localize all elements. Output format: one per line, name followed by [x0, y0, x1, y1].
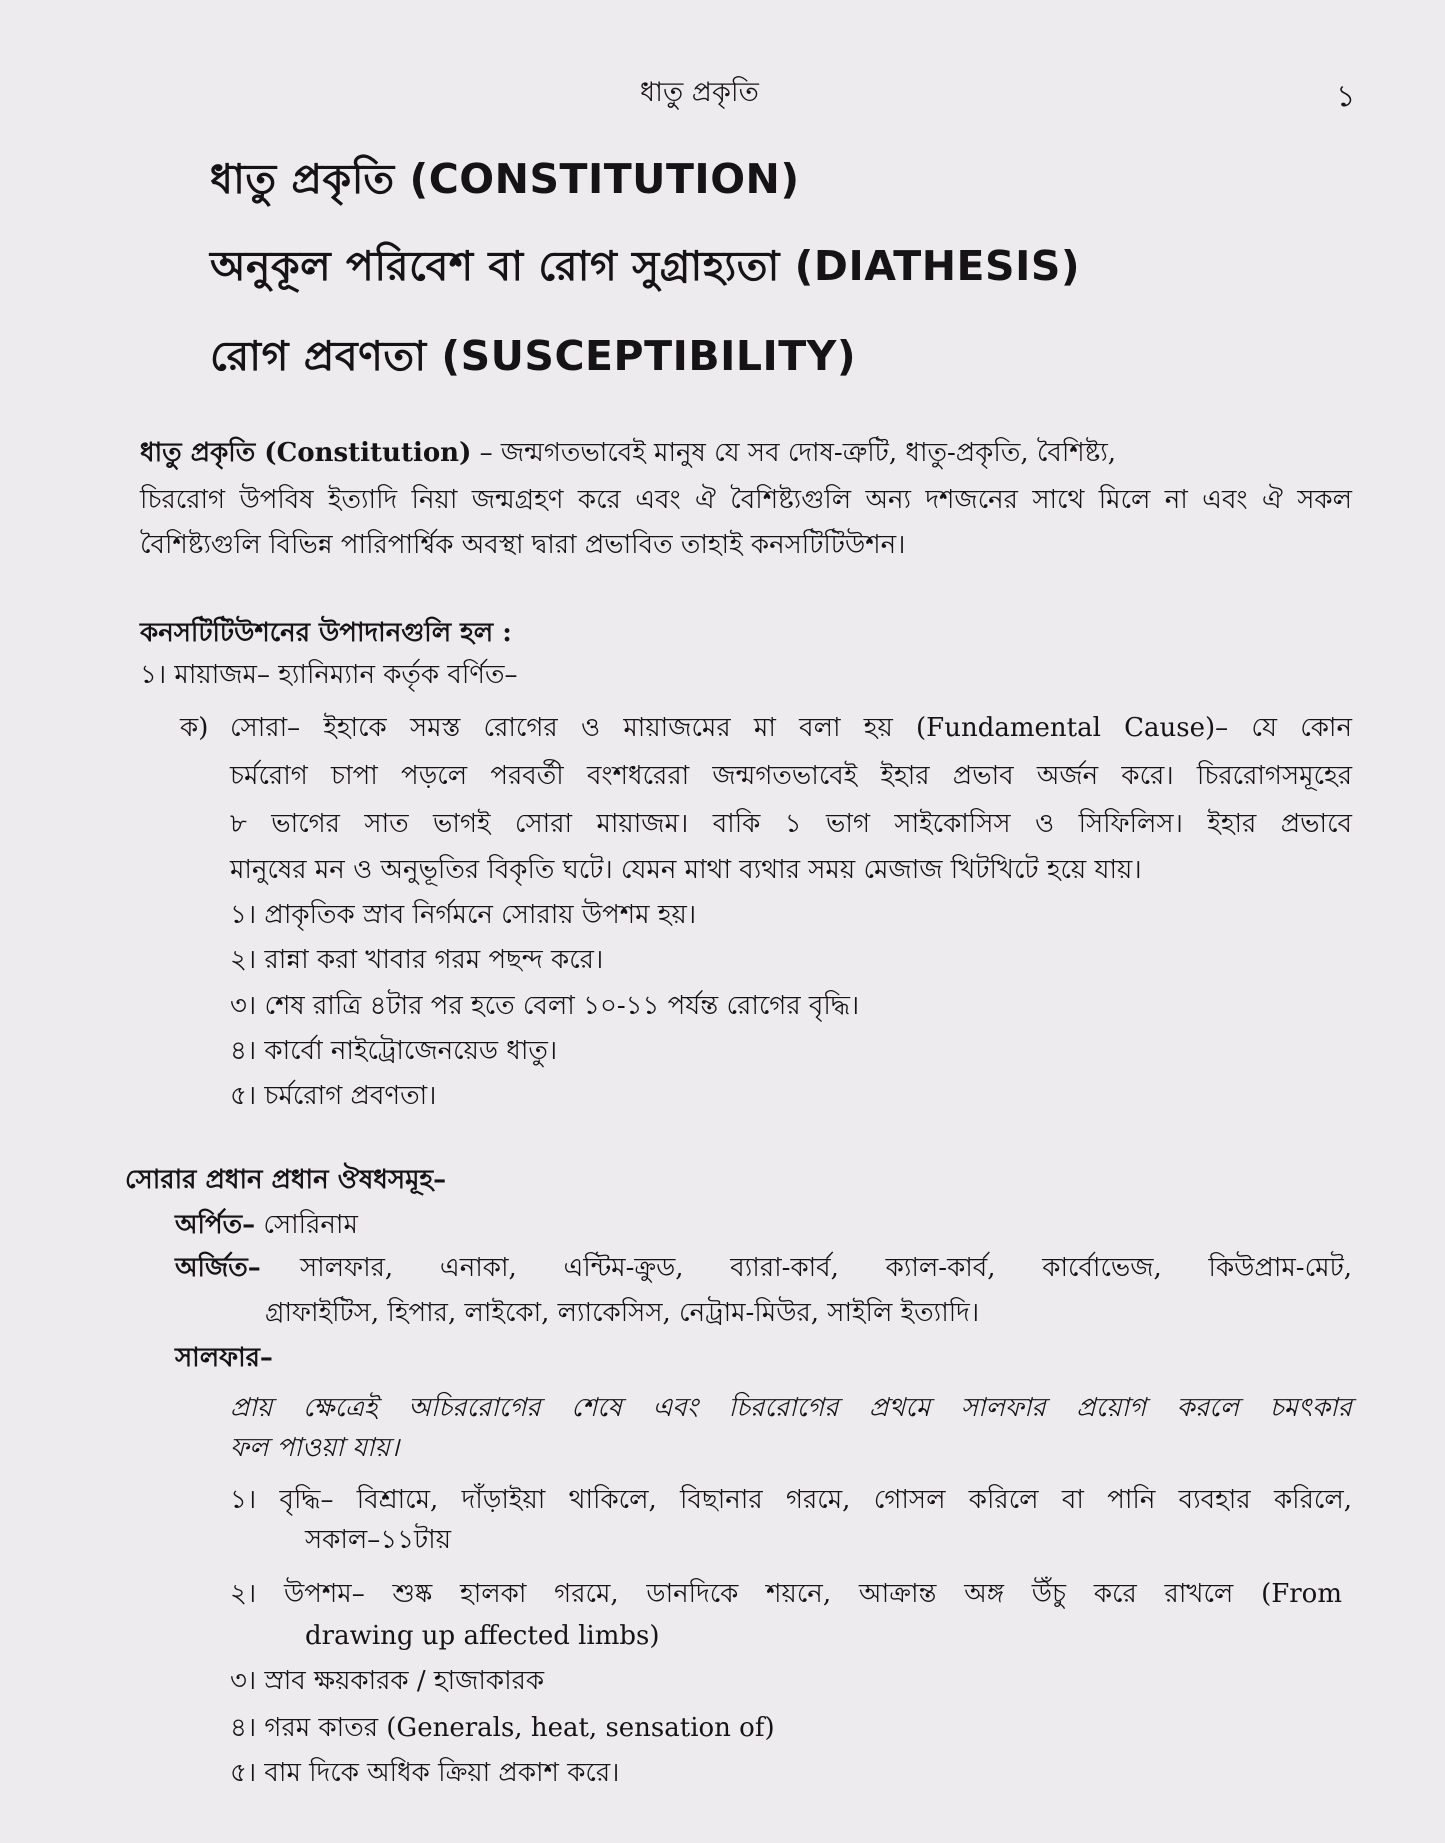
sulphur-note-line-1: প্রায় ক্ষেত্রেই অচিররোগের শেষে এবং চিররোগের প্রথমে সালফার প্রয়োগ করলে চমৎকার: [230, 1393, 1352, 1423]
sulphur-point-4: ৪। গরম কাতর (Generals, heat, sensation of): [230, 1713, 775, 1743]
sulphur-title: সালফার–: [175, 1343, 273, 1373]
intro-line-1-text: – জন্মগতভাবেই মানুষ যে সব দোষ-ত্রুটি, ধাতু-প্রকৃতি, বৈশিষ্ট্য,: [479, 438, 1117, 468]
psora-point-2: ২। রান্না করা খাবার গরম পছন্দ করে।: [230, 945, 604, 975]
psora-line-1: সোরা– ইহাকে সমস্ত রোগের ও মায়াজমের মা বলা হয় (Fundamental Cause)– যে কোন: [230, 713, 1352, 743]
sulphur-point-2-line-1: ২। উপশম– শুষ্ক হালকা গরমে, ডানদিকে শয়নে, আক্রান্ত অঙ্গ উঁচু করে রাখলে (From: [230, 1579, 1342, 1609]
components-item-1: ১। মায়াজম– হ্যানিম্যান কর্তৃক বর্ণিত–: [140, 660, 518, 690]
intro-line-1: [140, 435, 1116, 471]
components-title: কনসটিটিউশনের উপাদানগুলি হল :: [140, 618, 512, 648]
sulphur-point-2-line-2: drawing up affected limbs): [305, 1621, 660, 1651]
intro-line-3: বৈশিষ্ট্যগুলি বিভিন্ন পারিপার্শ্বিক অবস্থা দ্বারা প্রভাবিত তাহাই কনসটিটিউশন।: [140, 530, 906, 560]
acquired-label: অর্জিত–: [175, 1253, 261, 1283]
acquired-line-1: সালফার, এনাকা, এন্টিম-ক্রুড, ব্যারা-কার্ব, ক্যাল-কার্ব, কার্বোভেজ, কিউপ্রাম-মেট,: [300, 1253, 1352, 1283]
psora-line-2: চর্মরোগ চাপা পড়লে পরবর্তী বংশধরেরা জন্মগতভাবেই ইহার প্রভাব অর্জন করে। চিররোগসমূহের: [230, 761, 1352, 791]
inherited-value: সোরিনাম: [263, 1210, 358, 1240]
inherited-label: অর্পিত–: [175, 1210, 256, 1240]
psora-line-3: ৮ ভাগের সাত ভাগই সোরা মায়াজম। বাকি ১ ভাগ সাইকোসিস ও সিফিলিস। ইহার প্রভাবে: [230, 809, 1352, 839]
sulphur-point-5: ৫। বাম দিকে অধিক ক্রিয়া প্রকাশ করে।: [230, 1758, 620, 1788]
medicines-title: সোরার প্রধান প্রধান ঔষধসমূহ–: [125, 1165, 447, 1195]
psora-marker: ক): [180, 713, 209, 743]
page-number: ১: [1336, 79, 1356, 114]
intro-line-2: চিররোগ উপবিষ ইত্যাদি নিয়া জন্মগ্রহণ করে এবং ঐ বৈশিষ্ট্যগুলি অন্য দশজনের সাথে মিলে না এবং ঐ সকল: [140, 485, 1352, 515]
running-head: ধাতু প্রকৃতি: [640, 77, 759, 108]
heading-constitution: ধাতু প্রকৃতি (CONSTITUTION): [210, 155, 800, 203]
sulphur-point-3: ৩। স্রাব ক্ষয়কারক / হাজাকারক: [230, 1666, 545, 1696]
sulphur-note-line-2: ফল পাওয়া যায়।: [230, 1433, 400, 1463]
sulphur-point-1-line-2: সকাল–১১টায়: [305, 1525, 452, 1555]
psora-point-4: ৪। কার্বো নাইট্রোজেনয়েড ধাতু।: [230, 1036, 558, 1066]
heading-susceptibility: রোগ প্রবণতা (SUSCEPTIBILITY): [210, 332, 857, 380]
medicines-inherited: [175, 1207, 358, 1243]
psora-line-4: মানুষের মন ও অনুভূতির বিকৃতি ঘটে। যেমন মাথা ব্যথার সময় মেজাজ খিটখিটে হয়ে যায়।: [230, 855, 1142, 885]
psora-point-1: ১। প্রাকৃতিক স্রাব নির্গমনে সোরায় উপশম হয়।: [230, 900, 697, 930]
intro-term: ধাতু প্রকৃতি (Constitution): [140, 438, 472, 468]
acquired-line-2: গ্রাফাইটিস, হিপার, লাইকো, ল্যাকেসিস, নেট্রাম-মিউর, সাইলি ইত্যাদি।: [265, 1298, 980, 1328]
heading-diathesis: অনুকূল পরিবেশ বা রোগ সুগ্রাহ্যতা (DIATHESIS): [210, 242, 1081, 290]
sulphur-point-1-line-1: ১। বৃদ্ধি– বিশ্রামে, দাঁড়াইয়া থাকিলে, বিছানার গরমে, গোসল করিলে বা পানি ব্যবহার করিলে,: [230, 1485, 1352, 1515]
psora-point-5: ৫। চর্মরোগ প্রবণতা।: [230, 1081, 437, 1111]
psora-point-3: ৩। শেষ রাত্রি ৪টার পর হতে বেলা ১০-১১ পর্যন্ত রোগের বৃদ্ধি।: [230, 991, 860, 1021]
